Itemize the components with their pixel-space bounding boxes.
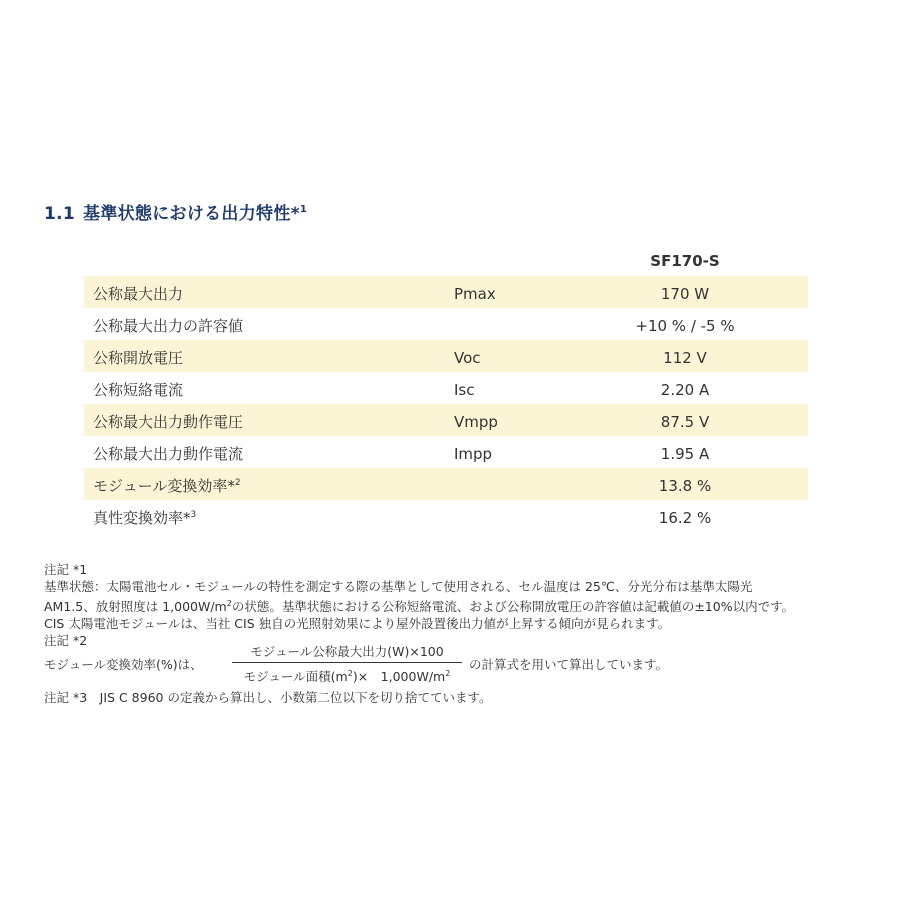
note1-line3: CIS 太陽電池モジュールは、当社 CIS 独自の光照射効果により屋外設置後出力値が上昇する傾向が見られます。 [44, 616, 671, 631]
spec-value: 1.95 A [660, 445, 710, 463]
table-row [84, 436, 808, 468]
formula-lhs: モジュール変換効率(%)は、 [44, 657, 203, 672]
section-heading [44, 199, 307, 224]
spec-name-text: モジュール変換効率* [93, 477, 235, 495]
superscript: 2 [347, 669, 353, 678]
spec-table [84, 276, 808, 532]
table-row [84, 404, 808, 436]
spec-name [93, 507, 196, 528]
table-row [84, 308, 808, 340]
section-number: 1.1 [44, 204, 76, 224]
section-title-note-mark: 1 [299, 204, 308, 215]
spec-value: 13.8 % [658, 477, 712, 495]
superscript: 2 [445, 669, 451, 678]
spec-value: 170 W [660, 285, 710, 303]
spec-name: 公称最大出力動作電流 [93, 445, 244, 463]
note1-line2-text-a: AM1.5、放射照度は 1,000W/m [44, 599, 227, 614]
spec-value: +10 % / -5 % [635, 317, 735, 335]
formula-denominator [232, 663, 462, 685]
superscript: 2 [226, 599, 232, 608]
spec-symbol: Isc [454, 381, 475, 399]
spec-name: 公称最大出力 [93, 285, 184, 303]
formula-denominator-text-b: )× 1,000W/m [352, 669, 446, 684]
table-row [84, 468, 808, 500]
spec-symbol: Voc [454, 349, 481, 367]
notes-section [44, 561, 864, 706]
note1-line2-text-b: の状態。基準状態における公称短絡電流、および公称開放電圧の許容値は記載値の±10%以内です。 [231, 599, 795, 614]
spec-value: 2.20 A [660, 381, 710, 399]
table-row [84, 276, 808, 308]
model-column-header: SF170-S [650, 252, 720, 270]
formula-rhs: の計算式を用いて算出しています。 [469, 657, 669, 672]
table-row [84, 500, 808, 532]
formula-denominator-text-a: モジュール面積(m [243, 669, 348, 684]
efficiency-formula [44, 644, 864, 689]
formula-numerator: モジュール公称最大出力(W)×100 [232, 643, 462, 663]
spec-symbol: Vmpp [454, 413, 498, 431]
spec-name: 公称最大出力の許容値 [93, 317, 244, 335]
note-mark: 2 [234, 478, 241, 488]
spec-value: 112 V [663, 349, 707, 367]
note-mark: 3 [190, 510, 197, 520]
note1-label: 注記 *1 [44, 562, 88, 577]
note1-line2 [44, 595, 864, 615]
spec-name [93, 475, 241, 496]
spec-name: 公称開放電圧 [93, 349, 184, 367]
note2-label: 注記 *2 [44, 633, 88, 648]
spec-value: 87.5 V [660, 413, 710, 431]
spec-value: 16.2 % [658, 509, 712, 527]
spec-name-text: 真性変換効率* [93, 509, 191, 527]
note1-line1: 基準状態：太陽電池セル・モジュールの特性を測定する際の基準として使用される、セル温度は 25℃、分光分布は基準太陽光 [44, 579, 753, 594]
note3: 注記 *3 JIS C 8960 の定義から算出し、小数第二位以下を切り捨てています。 [44, 690, 492, 705]
spec-symbol: Pmax [454, 285, 496, 303]
spec-symbol: Impp [454, 445, 493, 463]
spec-name: 公称最大出力動作電圧 [93, 413, 244, 431]
formula-fraction [232, 643, 462, 685]
table-row [84, 372, 808, 404]
section-title: 基準状態における出力特性* [83, 204, 300, 224]
table-row [84, 340, 808, 372]
spec-name: 公称短絡電流 [93, 381, 184, 399]
